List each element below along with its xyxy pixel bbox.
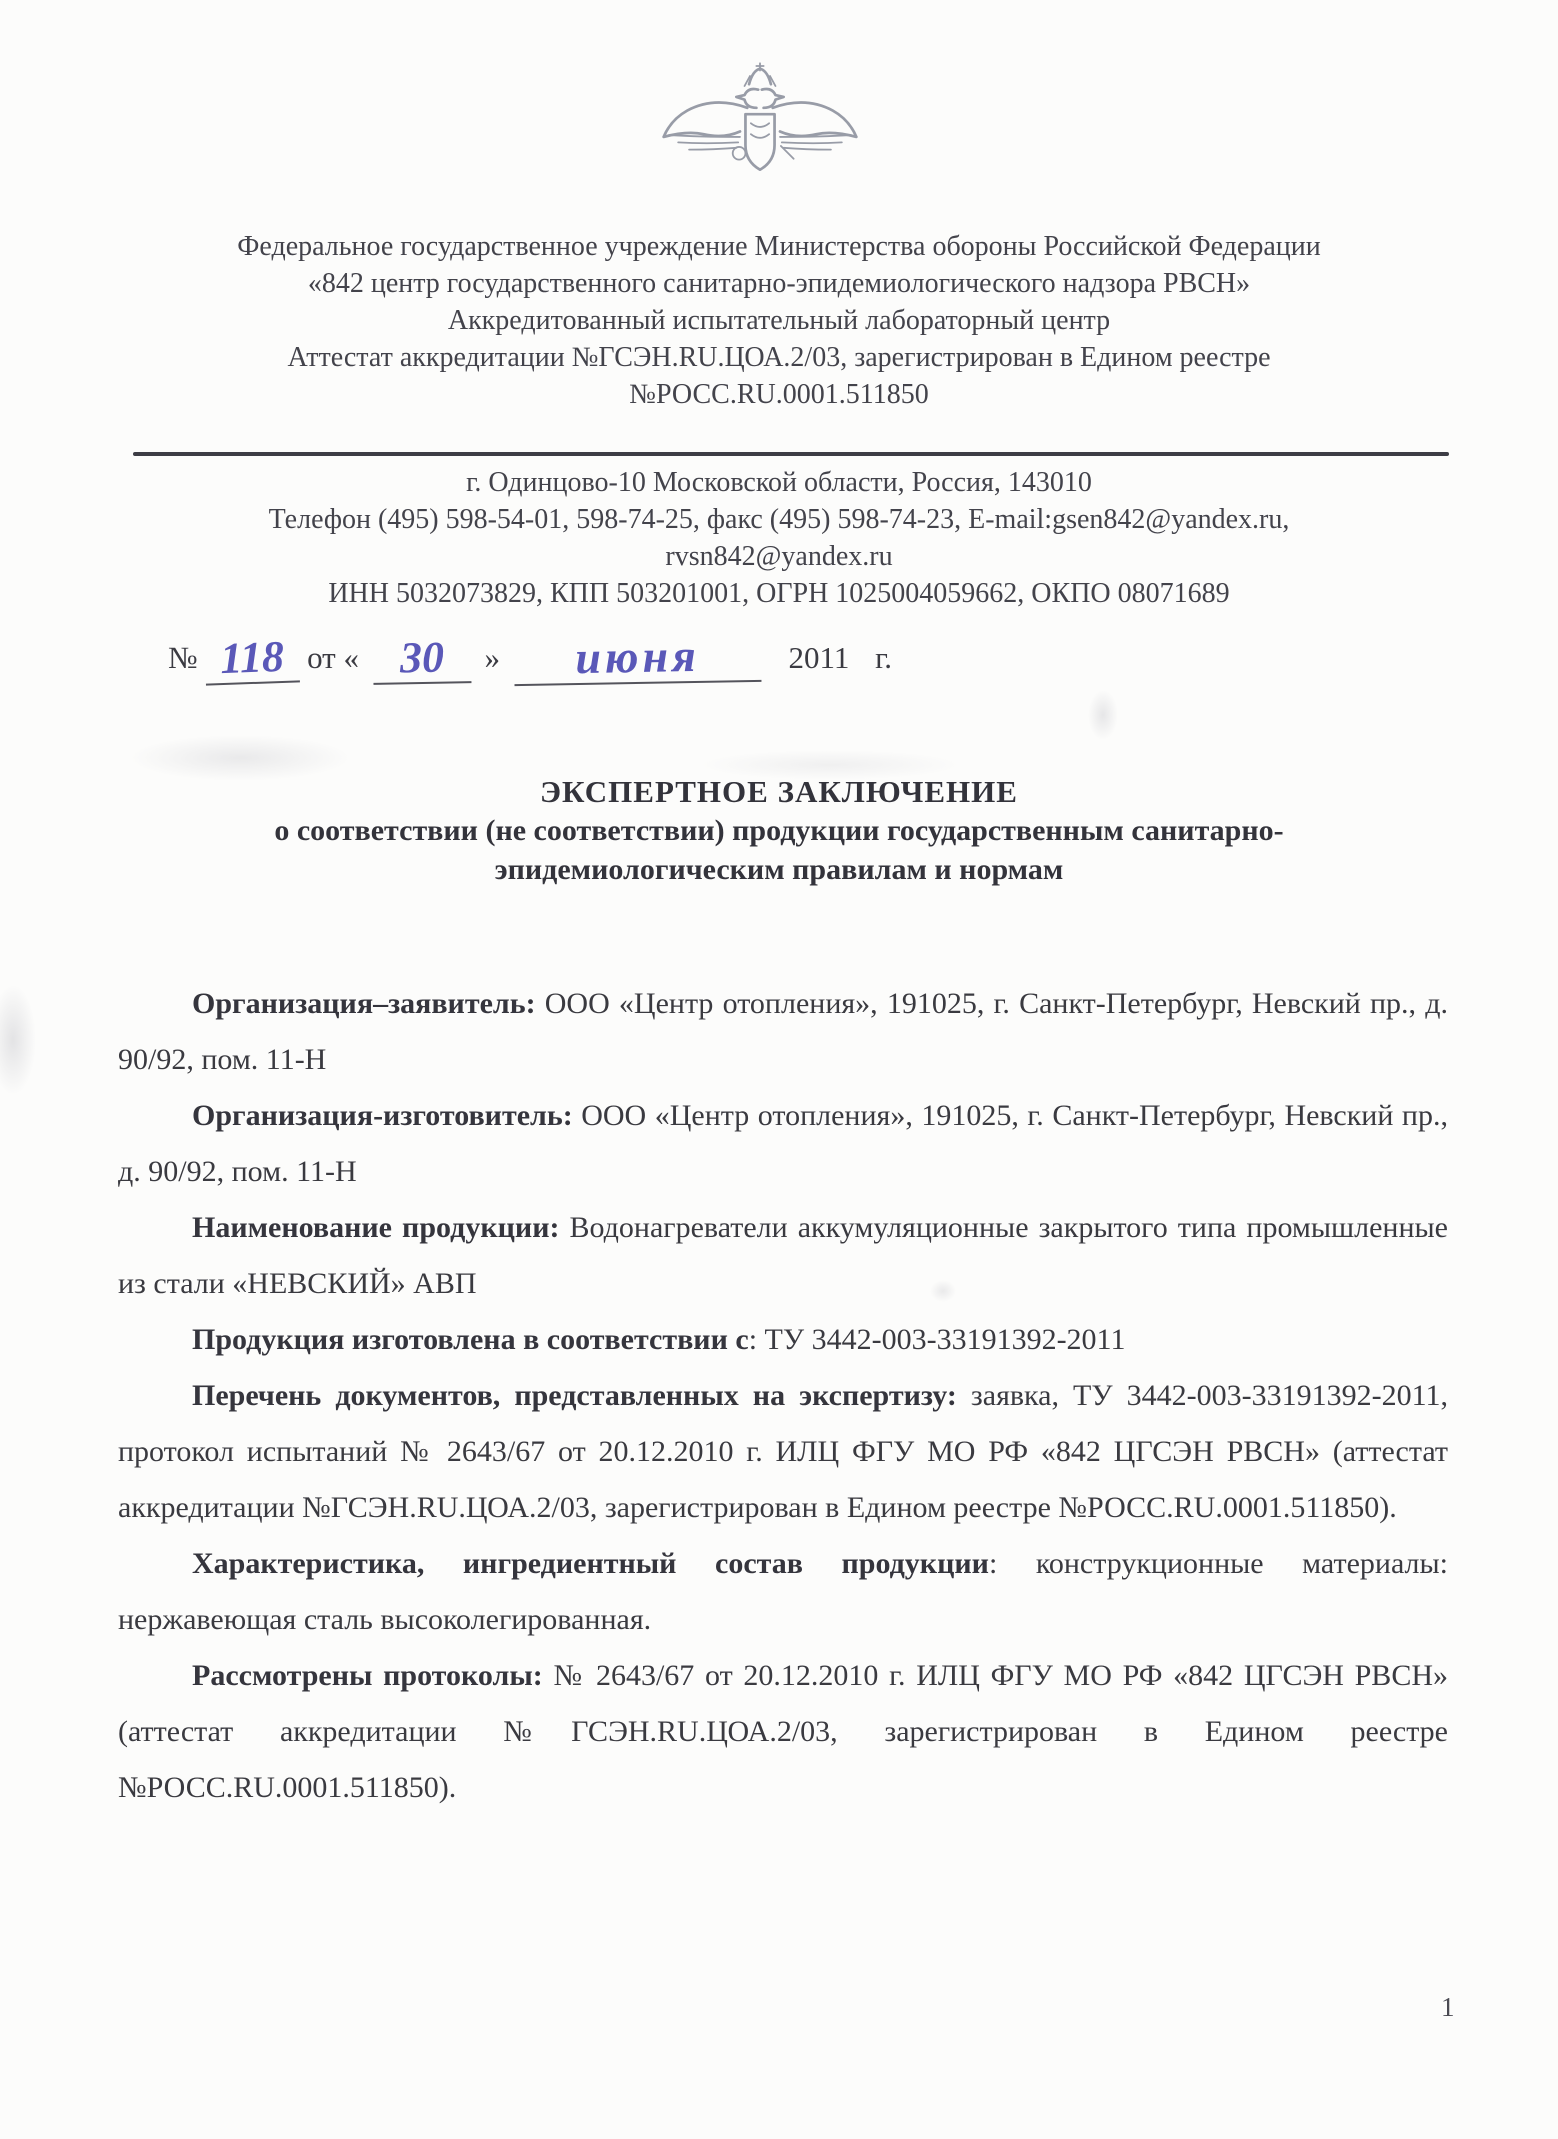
doc-date-ot-label: от « xyxy=(307,640,359,675)
title-sub-line-2: эпидемиологическим правилам и нормам xyxy=(494,853,1064,886)
paragraph-product-name-value: Водонагреватели аккумуляционные закрытого типа промышленные из стали «НЕВСКИЙ» АВП xyxy=(118,1211,1448,1300)
paragraph-documents-list xyxy=(118,1368,1448,1536)
contact-email-2: rvsn842@yandex.ru xyxy=(665,541,893,572)
paragraph-characteristics-label: Характеристика, ингредиентный состав продукции xyxy=(192,1547,989,1580)
paragraph-documents-list-label: Перечень документов, представленных на экспертизу: xyxy=(192,1379,957,1412)
horizontal-divider xyxy=(133,452,1449,456)
paragraph-documents-list-value: заявка, ТУ 3442-003-33191392-2011, протокол испытаний № 2643/67 от 20.12.2010 г. ИЛЦ ФГУ МО РФ «842 ЦГСЭН РВСН» (аттестат аккредитации №ГСЭН.RU.ЦОА.2/03, зарегистрирован в Едином реестре №РОСС.RU.0001.511850). xyxy=(118,1379,1448,1524)
document-title xyxy=(79,772,1479,889)
letterhead-line-center-name: «842 центр государственного санитарно-эпидемиологического надзора РВСН» xyxy=(307,268,1251,299)
letterhead-line-accreditation: Аттестат аккредитации №ГСЭН.RU.ЦОА.2/03, зарегистрирован в Едином реестре xyxy=(287,342,1271,373)
title-sub-line-1: о соответствии (не соответствии) продукции государственным санитарно- xyxy=(274,814,1284,847)
paragraph-protocols-reviewed-label: Рассмотрены протоколы: xyxy=(192,1659,543,1692)
paragraph-characteristics-value: : конструкционные материалы: нержавеющая сталь высоколегированная. xyxy=(118,1547,1448,1636)
letterhead-line-institution: Федеральное государственное учреждение Министерства обороны Российской Федерации xyxy=(237,231,1321,262)
doc-date-year-suffix: г. xyxy=(875,640,893,675)
contact-address: г. Одинцово-10 Московской области, Россия, 143010 xyxy=(466,467,1092,498)
double-headed-eagle-emblem-icon xyxy=(660,50,860,202)
doc-number-handwritten: 118 xyxy=(205,634,301,685)
contact-inn-kpp-ogrn: ИНН 5032073829, КПП 503201001, ОГРН 1025004059662, ОКПО 08071689 xyxy=(328,578,1230,609)
paragraph-manufacturer xyxy=(118,1088,1448,1200)
letterhead-line-registry-number: №РОСС.RU.0001.511850 xyxy=(629,379,929,410)
contact-phones-email: Телефон (495) 598-54-01, 598-74-25, факс (495) 598-74-23, E-mail:gsen842@yandex.ru, xyxy=(268,504,1290,535)
scan-artifact xyxy=(1088,690,1118,740)
paragraph-applicant-value: ООО «Центр отопления», 191025, г. Санкт-Петербург, Невский пр., д. 90/92, пом. 11-Н xyxy=(118,987,1448,1076)
letterhead xyxy=(79,228,1479,413)
doc-date-close-quote: » xyxy=(484,640,500,675)
contact-block xyxy=(79,464,1479,612)
paragraph-applicant xyxy=(118,976,1448,1088)
paragraph-product-name-label: Наименование продукции: xyxy=(192,1211,560,1244)
paragraph-manufactured-per-label: Продукция изготовлена в соответствии с xyxy=(192,1323,749,1356)
paragraph-characteristics xyxy=(118,1536,1448,1648)
doc-number-prefix: № xyxy=(168,640,198,675)
paragraph-applicant-label: Организация–заявитель: xyxy=(192,987,536,1020)
paragraph-manufactured-per-value: : ТУ 3442-003-33191392-2011 xyxy=(748,1323,1126,1356)
page-number: 1 xyxy=(1441,1992,1455,2022)
letterhead-line-lab: Аккредитованный испытательный лабораторный центр xyxy=(447,305,1111,336)
doc-date-month-handwritten: июня xyxy=(513,632,761,686)
doc-date-day-handwritten: 30 xyxy=(372,635,471,685)
paragraph-protocols-reviewed xyxy=(118,1648,1448,1816)
paragraph-manufacturer-value: ООО «Центр отопления», 191025, г. Санкт-Петербург, Невский пр., д. 90/92, пом. 11-Н xyxy=(118,1099,1448,1188)
title-main: ЭКСПЕРТНОЕ ЗАКЛЮЧЕНИЕ xyxy=(540,774,1018,809)
doc-date-year: 2011 xyxy=(788,640,850,675)
paragraph-manufacturer-label: Организация-изготовитель: xyxy=(192,1099,573,1132)
paragraph-product-name xyxy=(118,1200,1448,1312)
paragraph-protocols-reviewed-value: № 2643/67 от 20.12.2010 г. ИЛЦ ФГУ МО РФ «842 ЦГСЭН РВСН» (аттестат аккредитации №ГСЭН.RU.ЦОА.2/03, зарегистрирован в Едином реестре №РОСС.RU.0001.511850). xyxy=(118,1659,1448,1804)
document-body xyxy=(118,976,1448,1816)
scan-artifact xyxy=(0,985,36,1095)
paragraph-manufactured-per xyxy=(118,1312,1448,1368)
doc-number-line xyxy=(168,629,893,684)
